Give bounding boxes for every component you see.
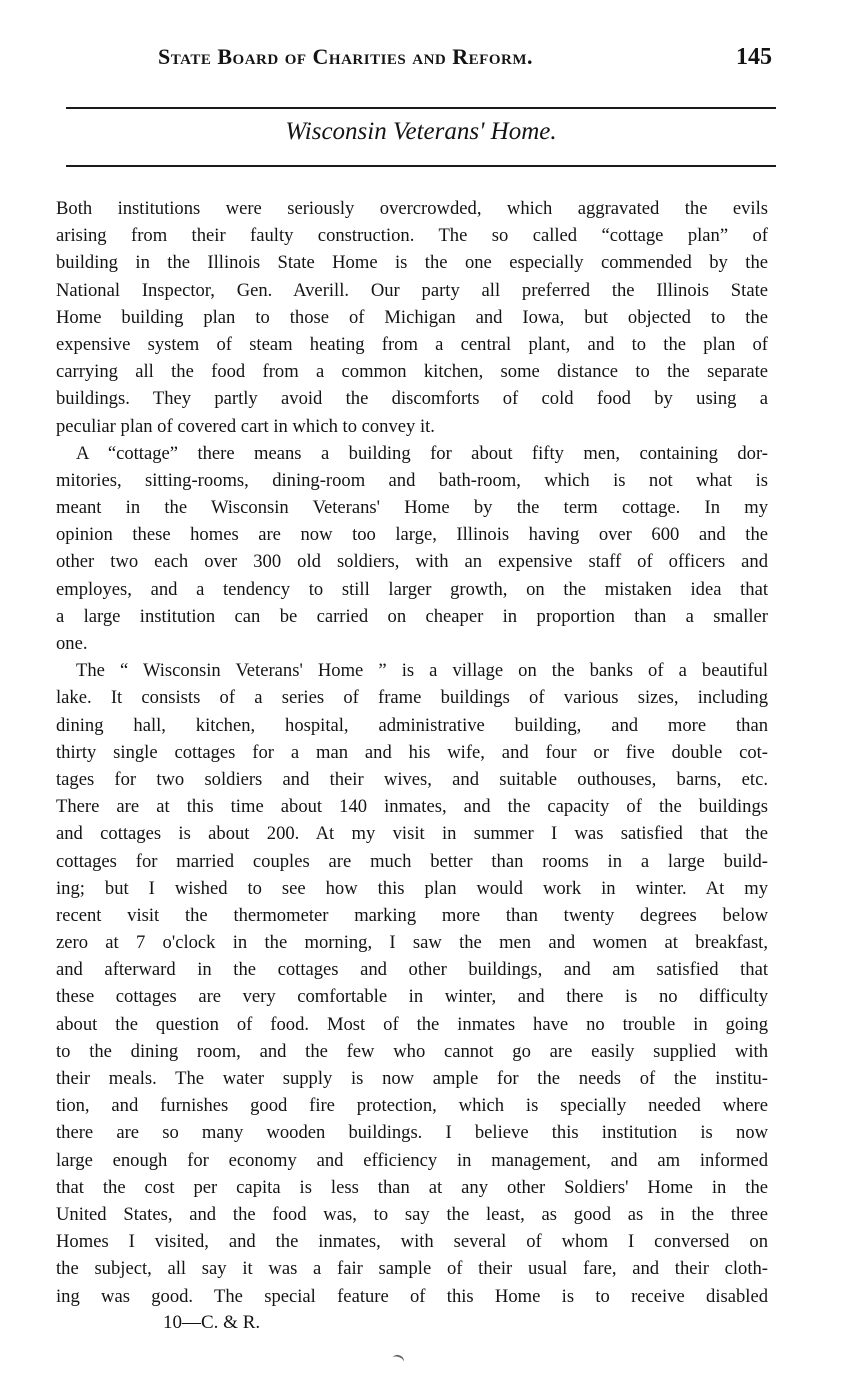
text-line: Home building plan to those of Michigan and Iowa, but objected to the: [56, 306, 768, 328]
text-line: ing; but I wished to see how this plan would work in winter. At my: [56, 877, 768, 899]
text-line: a large institution can be carried on cheaper in proportion than a smaller: [56, 605, 768, 627]
text-line: large enough for economy and efficiency in management, and am informed: [56, 1149, 768, 1171]
text-line: dining hall, kitchen, hospital, administrative building, and more than: [56, 714, 768, 736]
text-line: to the dining room, and the few who cannot go are easily supplied with: [56, 1040, 768, 1062]
text-line: expensive system of steam heating from a central plant, and to the plan of: [56, 333, 768, 355]
text-line: opinion these homes are now too large, Illinois having over 600 and the: [56, 524, 768, 546]
text-line: buildings. They partly avoid the discomforts of cold food by using a: [56, 388, 768, 410]
text-line: United States, and the food was, to say the least, as good as in the three: [56, 1203, 768, 1225]
text-line: meant in the Wisconsin Veterans' Home by the term cottage. In my: [56, 497, 768, 519]
text-line: thirty single cottages for a man and his wife, and four or five double cot-: [56, 741, 768, 763]
text-line: The “ Wisconsin Veterans' Home ” is a village on the banks of a beautiful: [76, 660, 768, 682]
text-line: lake. It consists of a series of frame buildings of various sizes, including: [56, 687, 768, 709]
text-line: ing was good. The special feature of this Home is to receive disabled: [56, 1285, 768, 1307]
text-line: There are at this time about 140 inmates, and the capacity of the buildings: [56, 796, 768, 818]
page-number: 145: [736, 44, 772, 70]
text-line: building in the Illinois State Home is the one especially commended by the: [56, 252, 768, 274]
text-line: other two each over 300 old soldiers, with an expensive staff of officers and: [56, 551, 768, 573]
bottom-rule: [66, 165, 776, 167]
text-line: mitories, sitting-rooms, dining-room and bath-room, which is not what is: [56, 469, 768, 491]
text-line: and afterward in the cottages and other buildings, and am satisfied that: [56, 959, 768, 981]
text-line: peculiar plan of covered cart in which to convey it.: [56, 415, 435, 437]
signature-mark: 10—C. & R.: [163, 1312, 261, 1333]
text-line: these cottages are very comfortable in winter, and there is no difficulty: [56, 986, 768, 1008]
running-head-title: State Board of Charities and Reform.: [158, 44, 533, 69]
text-line: Both institutions were seriously overcrowded, which aggravated the evils: [56, 198, 768, 219]
text-line: carrying all the food from a common kitchen, some distance to the separate: [56, 361, 768, 383]
top-rule: [66, 107, 776, 109]
text-line: recent visit the thermometer marking more than twenty degrees below: [56, 904, 768, 926]
text-line: zero at 7 o'clock in the morning, I saw the men and women at breakfast,: [56, 932, 768, 954]
text-line: and cottages is about 200. At my visit in summer I was satisfied that the: [56, 823, 768, 845]
text-line: tages for two soldiers and their wives, and suitable outhouses, barns, etc.: [56, 768, 768, 790]
text-line: Homes I visited, and the inmates, with several of whom I conversed on: [56, 1231, 768, 1253]
print-speck: [391, 1353, 406, 1367]
text-line: employes, and a tendency to still larger growth, on the mistaken idea that: [56, 578, 768, 600]
section-title: Wisconsin Veterans' Home.: [285, 118, 557, 145]
text-line: arising from their faulty construction. The so called “cottage plan” of: [56, 225, 768, 247]
text-line: one.: [56, 633, 88, 654]
text-line: there are so many wooden buildings. I believe this institution is now: [56, 1122, 768, 1144]
text-line: their meals. The water supply is now ample for the needs of the institu-: [56, 1068, 768, 1089]
body-text: [56, 195, 768, 1310]
text-line: cottages for married couples are much better than rooms in a large build-: [56, 850, 768, 872]
text-line: about the question of food. Most of the inmates have no trouble in going: [56, 1013, 768, 1035]
text-line: tion, and furnishes good fire protection, which is specially needed where: [56, 1095, 768, 1117]
text-line: that the cost per capita is less than at any other Soldiers' Home in the: [56, 1176, 768, 1198]
text-line: National Inspector, Gen. Averill. Our party all preferred the Illinois State: [56, 279, 768, 301]
text-line: the subject, all say it was a fair sample of their usual fare, and their cloth-: [56, 1258, 768, 1280]
text-line: A “cottage” there means a building for about fifty men, containing dor-: [76, 442, 768, 464]
